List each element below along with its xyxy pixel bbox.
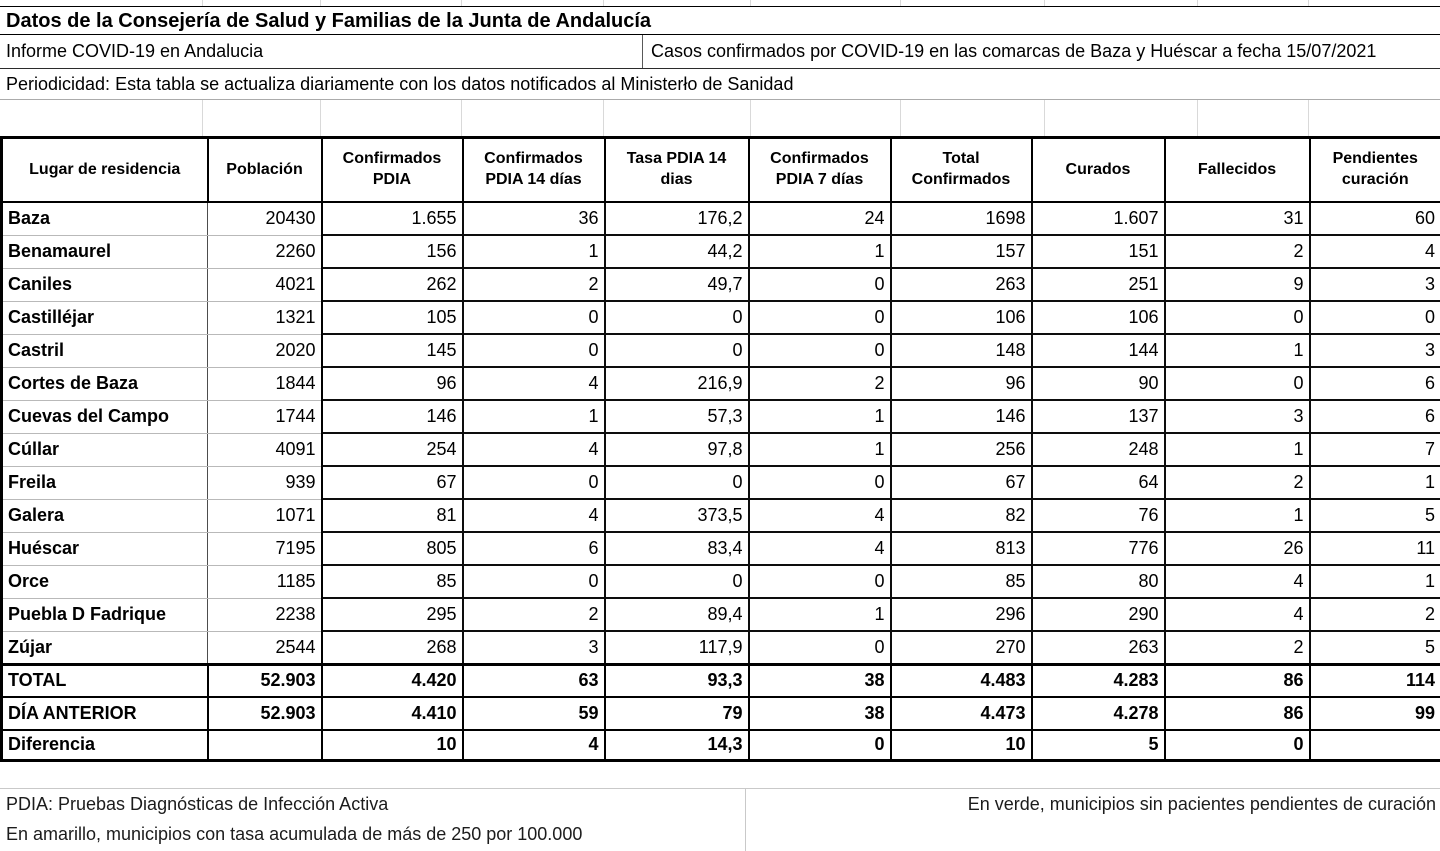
cell-total-confirmados: 256 [891, 433, 1032, 466]
cell-confirmados-pdia: 268 [322, 631, 463, 664]
cell-poblacion: 1185 [208, 565, 322, 598]
cell-confirmados-pdia-7-dias: 0 [749, 565, 891, 598]
cell-lugar: Castilléjar [2, 301, 208, 334]
cell-tasa-pdia-14-dias: 89,4 [605, 598, 749, 631]
cell-total-confirmados: 270 [891, 631, 1032, 664]
cell-fallecidos: 1 [1165, 334, 1310, 367]
cell-total-confirmados: 10 [891, 730, 1032, 760]
cell-pendientes-curacion: 1 [1310, 466, 1440, 499]
cell-confirmados-pdia: 254 [322, 433, 463, 466]
cell-tasa-pdia-14-dias: 176,2 [605, 202, 749, 235]
cell-total-confirmados: 296 [891, 598, 1032, 631]
cell-total-confirmados: 85 [891, 565, 1032, 598]
cell-lugar: Caniles [2, 268, 208, 301]
cell-curados: 90 [1032, 367, 1165, 400]
cell-tasa-pdia-14-dias: 117,9 [605, 631, 749, 664]
cell-confirmados-pdia-14-dias: 0 [463, 334, 605, 367]
column-header-tasa-pdia-14-dias: Tasa PDIA 14 dias [605, 138, 749, 203]
cell-confirmados-pdia-14-dias: 4 [463, 730, 605, 760]
cell-lugar: Castril [2, 334, 208, 367]
cell-curados: 151 [1032, 235, 1165, 268]
cell-curados: 106 [1032, 301, 1165, 334]
cell-curados: 248 [1032, 433, 1165, 466]
cell-lugar: Cuevas del Campo [2, 400, 208, 433]
cell-lugar: TOTAL [2, 664, 208, 697]
cell-tasa-pdia-14-dias: 83,4 [605, 532, 749, 565]
footer-notes [0, 788, 1440, 851]
cell-confirmados-pdia: 145 [322, 334, 463, 367]
column-header-pendientes-curacion: Pendientes curación [1310, 138, 1440, 203]
cell-fallecidos: 2 [1165, 466, 1310, 499]
cell-lugar: Zújar [2, 631, 208, 664]
cell-confirmados-pdia-7-dias: 0 [749, 631, 891, 664]
cell-pendientes-curacion: 4 [1310, 235, 1440, 268]
cell-poblacion: 2238 [208, 598, 322, 631]
cell-curados: 290 [1032, 598, 1165, 631]
cell-confirmados-pdia: 81 [322, 499, 463, 532]
cell-lugar: Freila [2, 466, 208, 499]
cell-curados: 5 [1032, 730, 1165, 760]
cell-confirmados-pdia: 85 [322, 565, 463, 598]
cell-confirmados-pdia-14-dias: 4 [463, 433, 605, 466]
cell-confirmados-pdia: 4.410 [322, 697, 463, 730]
cell-confirmados-pdia-7-dias: 0 [749, 268, 891, 301]
cell-fallecidos: 86 [1165, 664, 1310, 697]
cell-confirmados-pdia-14-dias: 59 [463, 697, 605, 730]
note-green: En verde, municipios sin pacientes pendientes de curación [967, 793, 1436, 814]
cell-total-confirmados: 82 [891, 499, 1032, 532]
grid-strip-gap [0, 100, 1440, 136]
cell-curados: 251 [1032, 268, 1165, 301]
cell-poblacion: 4091 [208, 433, 322, 466]
cell-confirmados-pdia: 105 [322, 301, 463, 334]
cell-tasa-pdia-14-dias: 216,9 [605, 367, 749, 400]
header-row [2, 138, 1440, 203]
cell-lugar: DÍA ANTERIOR [2, 697, 208, 730]
cell-tasa-pdia-14-dias: 49,7 [605, 268, 749, 301]
cell-pendientes-curacion: 1 [1310, 565, 1440, 598]
cell-confirmados-pdia-7-dias: 0 [749, 301, 891, 334]
table-row [2, 433, 1440, 466]
column-header-fallecidos: Fallecidos [1165, 138, 1310, 203]
cell-pendientes-curacion: 0 [1310, 301, 1440, 334]
cell-tasa-pdia-14-dias: 373,5 [605, 499, 749, 532]
cell-fallecidos: 31 [1165, 202, 1310, 235]
cell-lugar: Benamaurel [2, 235, 208, 268]
cell-curados: 4.278 [1032, 697, 1165, 730]
cell-poblacion: 52.903 [208, 697, 322, 730]
cell-confirmados-pdia-7-dias: 38 [749, 664, 891, 697]
cell-total-confirmados: 67 [891, 466, 1032, 499]
cell-fallecidos: 4 [1165, 565, 1310, 598]
cell-pendientes-curacion: 11 [1310, 532, 1440, 565]
cell-curados: 263 [1032, 631, 1165, 664]
cell-curados: 80 [1032, 565, 1165, 598]
cell-confirmados-pdia-14-dias: 2 [463, 598, 605, 631]
cell-fallecidos: 2 [1165, 235, 1310, 268]
cell-fallecidos: 3 [1165, 400, 1310, 433]
cell-pendientes-curacion [1310, 730, 1440, 760]
cell-pendientes-curacion: 5 [1310, 499, 1440, 532]
cell-confirmados-pdia: 1.655 [322, 202, 463, 235]
column-header-total-confirmados: Total Confirmados [891, 138, 1032, 203]
table-row [2, 202, 1440, 235]
cell-confirmados-pdia: 295 [322, 598, 463, 631]
cell-poblacion: 7195 [208, 532, 322, 565]
column-header-curados: Curados [1032, 138, 1165, 203]
cell-confirmados-pdia: 10 [322, 730, 463, 760]
table-row [2, 301, 1440, 334]
cell-confirmados-pdia-7-dias: 1 [749, 598, 891, 631]
cell-confirmados-pdia-14-dias: 0 [463, 466, 605, 499]
table-row [2, 631, 1440, 664]
cell-total-confirmados: 4.473 [891, 697, 1032, 730]
cell-pendientes-curacion: 7 [1310, 433, 1440, 466]
cell-lugar: Diferencia [2, 730, 208, 760]
cell-confirmados-pdia-14-dias: 2 [463, 268, 605, 301]
cell-poblacion: 52.903 [208, 664, 322, 697]
summary-row [2, 730, 1440, 760]
cell-total-confirmados: 157 [891, 235, 1032, 268]
cell-lugar: Baza [2, 202, 208, 235]
cell-tasa-pdia-14-dias: 79 [605, 697, 749, 730]
cell-confirmados-pdia: 4.420 [322, 664, 463, 697]
cell-curados: 64 [1032, 466, 1165, 499]
cell-confirmados-pdia-14-dias: 1 [463, 235, 605, 268]
cell-confirmados-pdia-14-dias: 0 [463, 301, 605, 334]
table-row [2, 235, 1440, 268]
footer-divider [745, 789, 746, 851]
cell-confirmados-pdia-7-dias: 0 [749, 466, 891, 499]
cell-confirmados-pdia: 156 [322, 235, 463, 268]
column-header-poblacion: Población [208, 138, 322, 203]
report-label: Informe COVID-19 en Andalucia [0, 35, 643, 68]
cell-confirmados-pdia-7-dias: 0 [749, 730, 891, 760]
column-header-confirmados-pdia-14-dias: Confirmados PDIA 14 días [463, 138, 605, 203]
cell-poblacion: 1071 [208, 499, 322, 532]
cell-fallecidos: 1 [1165, 499, 1310, 532]
cell-confirmados-pdia-14-dias: 0 [463, 565, 605, 598]
cell-fallecidos: 0 [1165, 301, 1310, 334]
cell-total-confirmados: 4.483 [891, 664, 1032, 697]
cell-lugar: Huéscar [2, 532, 208, 565]
cell-poblacion: 1321 [208, 301, 322, 334]
cell-fallecidos: 0 [1165, 730, 1310, 760]
cell-confirmados-pdia-14-dias: 4 [463, 499, 605, 532]
table-row [2, 367, 1440, 400]
cell-confirmados-pdia: 805 [322, 532, 463, 565]
cell-fallecidos: 86 [1165, 697, 1310, 730]
table-row [2, 334, 1440, 367]
cell-fallecidos: 2 [1165, 631, 1310, 664]
table-row [2, 565, 1440, 598]
cell-confirmados-pdia-7-dias: 24 [749, 202, 891, 235]
cell-fallecidos: 26 [1165, 532, 1310, 565]
cell-total-confirmados: 106 [891, 301, 1032, 334]
cell-total-confirmados: 96 [891, 367, 1032, 400]
cell-poblacion: 4021 [208, 268, 322, 301]
cell-confirmados-pdia: 262 [322, 268, 463, 301]
periodicity-note: Periodicidad: Esta tabla se actualiza diariamente con los datos notificados al Ministerło de Sanidad [0, 69, 1440, 100]
cell-curados: 1.607 [1032, 202, 1165, 235]
cell-confirmados-pdia-14-dias: 3 [463, 631, 605, 664]
cell-lugar: Puebla D Fadrique [2, 598, 208, 631]
column-header-confirmados-pdia: Confirmados PDIA [322, 138, 463, 203]
cell-total-confirmados: 813 [891, 532, 1032, 565]
cell-curados: 776 [1032, 532, 1165, 565]
cell-poblacion: 2260 [208, 235, 322, 268]
cell-poblacion [208, 730, 322, 760]
cell-confirmados-pdia: 96 [322, 367, 463, 400]
cell-poblacion: 939 [208, 466, 322, 499]
table-row [2, 532, 1440, 565]
cell-lugar: Orce [2, 565, 208, 598]
cell-confirmados-pdia-7-dias: 2 [749, 367, 891, 400]
cell-fallecidos: 9 [1165, 268, 1310, 301]
table-row [2, 466, 1440, 499]
cell-fallecidos: 0 [1165, 367, 1310, 400]
cell-poblacion: 2544 [208, 631, 322, 664]
cell-pendientes-curacion: 60 [1310, 202, 1440, 235]
summary-row [2, 664, 1440, 697]
cell-confirmados-pdia: 67 [322, 466, 463, 499]
cell-tasa-pdia-14-dias: 97,8 [605, 433, 749, 466]
cell-confirmados-pdia-14-dias: 6 [463, 532, 605, 565]
cell-pendientes-curacion: 6 [1310, 367, 1440, 400]
cell-pendientes-curacion: 3 [1310, 334, 1440, 367]
note-pdia: PDIA: Pruebas Diagnósticas de Infección Activa [6, 793, 389, 814]
cell-confirmados-pdia-7-dias: 38 [749, 697, 891, 730]
cell-poblacion: 20430 [208, 202, 322, 235]
column-header-lugar: Lugar de residencia [2, 138, 208, 203]
cell-poblacion: 1744 [208, 400, 322, 433]
cell-confirmados-pdia-7-dias: 4 [749, 532, 891, 565]
cell-confirmados-pdia-7-dias: 4 [749, 499, 891, 532]
cell-pendientes-curacion: 5 [1310, 631, 1440, 664]
cell-tasa-pdia-14-dias: 57,3 [605, 400, 749, 433]
table-row [2, 268, 1440, 301]
cell-poblacion: 1844 [208, 367, 322, 400]
cell-total-confirmados: 263 [891, 268, 1032, 301]
cell-lugar: Galera [2, 499, 208, 532]
cell-pendientes-curacion: 99 [1310, 697, 1440, 730]
cell-total-confirmados: 146 [891, 400, 1032, 433]
cell-pendientes-curacion: 114 [1310, 664, 1440, 697]
cell-tasa-pdia-14-dias: 0 [605, 466, 749, 499]
cell-confirmados-pdia-14-dias: 1 [463, 400, 605, 433]
cases-label: Casos confirmados por COVID-19 en las comarcas de Baza y Huéscar a fecha 15/07/2021 [651, 41, 1377, 61]
cell-confirmados-pdia: 146 [322, 400, 463, 433]
cell-confirmados-pdia-14-dias: 36 [463, 202, 605, 235]
summary-row [2, 697, 1440, 730]
report-title: Datos de la Consejería de Salud y Familias de la Junta de Andalucía [0, 6, 1440, 35]
cell-curados: 4.283 [1032, 664, 1165, 697]
note-yellow: En amarillo, municipios con tasa acumulada de más de 250 por 100.000 [6, 823, 583, 844]
cell-confirmados-pdia-14-dias: 63 [463, 664, 605, 697]
cell-tasa-pdia-14-dias: 0 [605, 334, 749, 367]
cell-fallecidos: 1 [1165, 433, 1310, 466]
cell-confirmados-pdia-14-dias: 4 [463, 367, 605, 400]
cell-pendientes-curacion: 6 [1310, 400, 1440, 433]
cell-total-confirmados: 1698 [891, 202, 1032, 235]
cell-curados: 137 [1032, 400, 1165, 433]
cell-tasa-pdia-14-dias: 14,3 [605, 730, 749, 760]
cell-lugar: Cortes de Baza [2, 367, 208, 400]
table-row [2, 400, 1440, 433]
cell-fallecidos: 4 [1165, 598, 1310, 631]
covid-cases-table [0, 136, 1440, 762]
cell-lugar: Cúllar [2, 433, 208, 466]
cell-confirmados-pdia-7-dias: 1 [749, 433, 891, 466]
cell-confirmados-pdia-7-dias: 0 [749, 334, 891, 367]
cell-tasa-pdia-14-dias: 0 [605, 301, 749, 334]
subtitle-row [0, 35, 1440, 69]
cell-total-confirmados: 148 [891, 334, 1032, 367]
cell-poblacion: 2020 [208, 334, 322, 367]
column-header-confirmados-pdia-7-dias: Confirmados PDIA 7 días [749, 138, 891, 203]
cell-pendientes-curacion: 2 [1310, 598, 1440, 631]
table-row [2, 499, 1440, 532]
cell-confirmados-pdia-7-dias: 1 [749, 235, 891, 268]
cell-pendientes-curacion: 3 [1310, 268, 1440, 301]
cell-tasa-pdia-14-dias: 93,3 [605, 664, 749, 697]
cell-tasa-pdia-14-dias: 44,2 [605, 235, 749, 268]
cell-tasa-pdia-14-dias: 0 [605, 565, 749, 598]
gap-below-table [0, 762, 1440, 788]
cell-confirmados-pdia-7-dias: 1 [749, 400, 891, 433]
cell-curados: 144 [1032, 334, 1165, 367]
cell-curados: 76 [1032, 499, 1165, 532]
table-row [2, 598, 1440, 631]
